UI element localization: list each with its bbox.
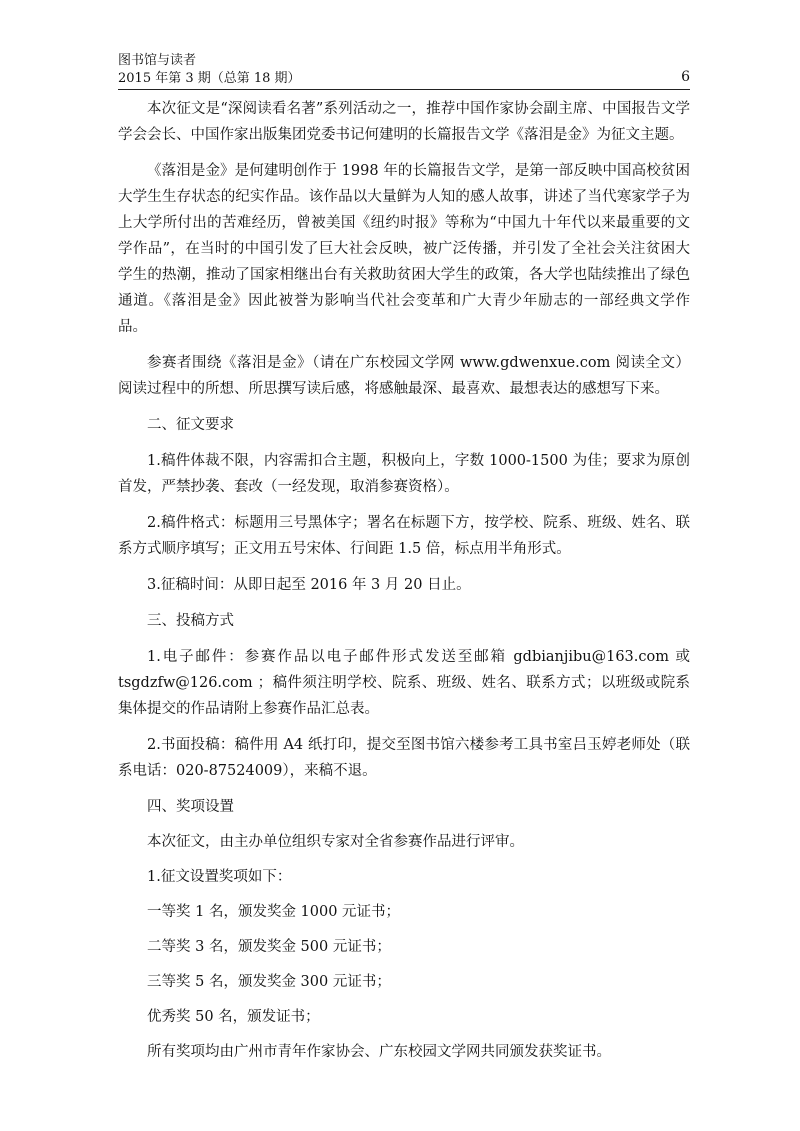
requirement-item: 3.征稿时间：从即日起至 2016 年 3 月 20 日止。: [147, 577, 471, 593]
awards-intro: 本次征文，由主办单位组织专家对全省参赛作品进行评审。: [147, 834, 524, 850]
intro-paragraph: 本次征文是“深阅读看名著”系列活动之一，推荐中国作家协会副主席、中国报告文学学会会长、中国作家出版集团党委书记何建明的长篇报告文学《落泪是金》为征文主题。: [118, 101, 690, 143]
participation-paragraph: 参赛者围绕《落泪是金》（请在广东校园文学网 www.gdwenxue.com 阅读全文）阅读过程中的所想、所思撰写读后感，将感触最深、最喜欢、最想表达的感想写下来。: [118, 355, 690, 397]
submission-item: 1.电子邮件：参赛作品以电子邮件形式发送至邮箱 gdbianjibu@163.com 或 tsgdzfw@126.com ；稿件须注明学校、院系、班级、姓名、联系方式；以班级或院系集体提交的作品请附上参赛作品汇总表。: [118, 649, 690, 717]
issue-info: 2015 年第 3 期（总第 18 期）: [118, 71, 301, 86]
section-heading-requirements: 二、征文要求: [147, 417, 234, 433]
header-rule: [118, 89, 690, 90]
journal-title: 图书馆与读者: [118, 53, 197, 68]
award-item: 三等奖 5 名，颁发奖金 300 元证书；: [147, 974, 391, 990]
requirement-item: 1.稿件体裁不限，内容需扣合主题，积极向上，字数 1000-1500 为佳；要求为原创首发，严禁抄袭、套改（一经发现，取消参赛资格）。: [118, 453, 690, 495]
page-number: 6: [681, 69, 690, 85]
section-heading-awards: 四、奖项设置: [147, 799, 234, 815]
award-item: 一等奖 1 名，颁发奖金 1000 元证书；: [147, 904, 401, 920]
book-description-paragraph: 《落泪是金》是何建明创作于 1998 年的长篇报告文学，是第一部反映中国高校贫困大学生生存状态的纪实作品。该作品以大量鲜为人知的感人故事，讲述了当代寒家学子为上大学所付出的苦难经历，曾被美国《纽约时报》等称为“中国九十年代以来最重要的文学作品”，在当时的中国引发了巨大社会反映，被广泛传播，并引发了全社会关注贫困大学生的热潮，推动了国家相继出台有关救助贫困大学生的政策，各大学也陆续推出了绿色通道。《落泪是金》因此被誉为影响当代社会变革和广大青少年励志的一部经典文学作品。: [118, 163, 690, 335]
submission-item: 2.书面投稿：稿件用 A4 纸打印，提交至图书馆六楼参考工具书室吕玉婷老师处（联系电话：020-87524009），来稿不退。: [118, 737, 690, 779]
awards-list-heading: 1.征文设置奖项如下：: [147, 869, 292, 885]
award-item: 优秀奖 50 名，颁发证书；: [147, 1009, 320, 1025]
article-body: [118, 96, 690, 1074]
requirement-item: 2.稿件格式：标题用三号黑体字；署名在标题下方，按学校、院系、班级、姓名、联系方式顺序填写；正文用五号宋体、行间距 1.5 倍，标点用半角形式。: [118, 515, 690, 557]
award-item: 二等奖 3 名，颁发奖金 500 元证书；: [147, 939, 391, 955]
running-header: [118, 52, 301, 88]
awards-closing: 所有奖项均由广州市青年作家协会、广东校园文学网共同颁发获奖证书。: [147, 1044, 611, 1060]
section-heading-submission: 三、投稿方式: [147, 613, 234, 629]
